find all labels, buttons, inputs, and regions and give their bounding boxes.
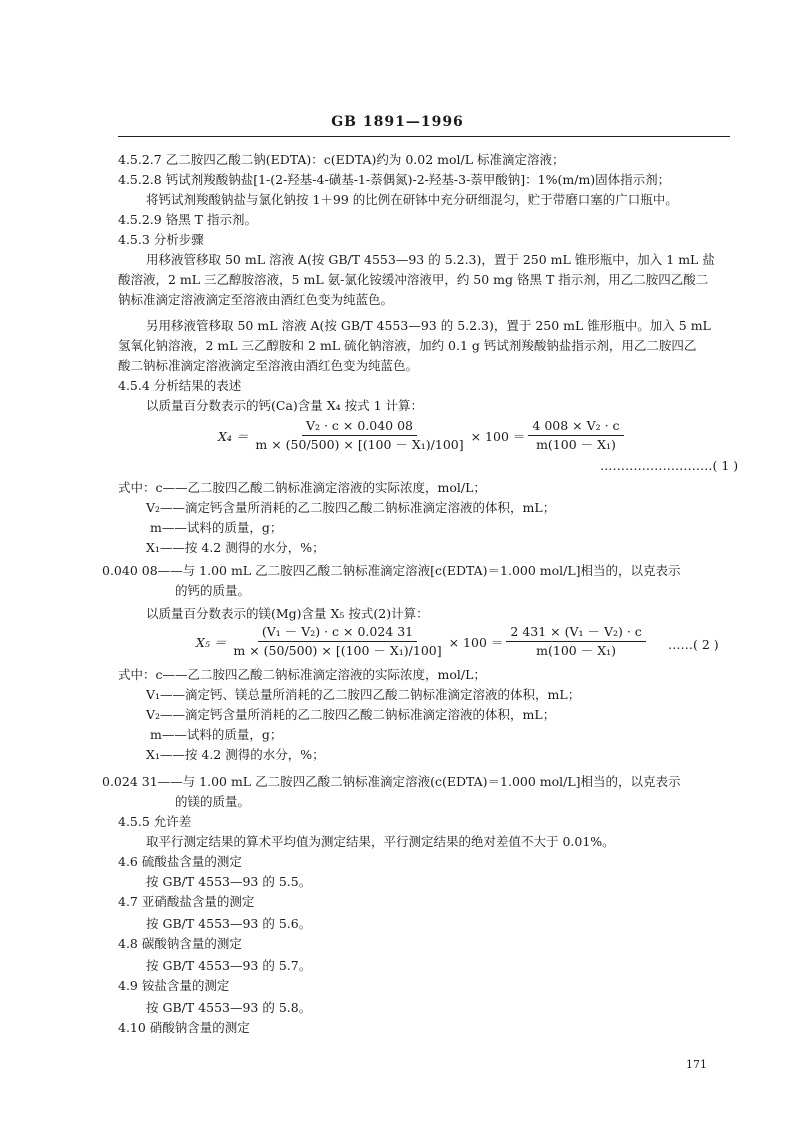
- formula-2-middle: × 100 ＝: [448, 634, 504, 650]
- where-1-v2: V₂——滴定钙含量所消耗的乙二胺四乙酸二钠标准滴定溶液的体积，mL；: [146, 500, 556, 515]
- where-1-x1: X₁——按 4.2 测得的水分，%；: [146, 540, 325, 555]
- formula-2-intro: 以质量百分数表示的镁(Mg)含量 X₅ 按式(2)计算：: [146, 606, 429, 621]
- heading-4-7: 4.7 亚硝酸盐含量的测定: [118, 894, 255, 909]
- formula-2-numerator-1: (V₁ － V₂) · c × 0.024 31: [258, 624, 417, 642]
- heading-4-9: 4.9 铵盐含量的测定: [118, 978, 230, 993]
- formula-1-lhs: X₄ ＝: [218, 428, 249, 444]
- formula-1-denominator-2: m(100 － X₁): [536, 437, 616, 452]
- clause-4-8-text: 按 GB/T 4553—93 的 5.7。: [146, 958, 312, 973]
- clause-4-5-2-7: 4.5.2.7 乙二胺四乙酸二钠(EDTA)：c(EDTA)约为 0.02 mol/L 标准滴定溶液；: [118, 152, 565, 167]
- formula-1-middle: × 100 ＝: [470, 428, 526, 444]
- where-1-m: m——试料的质量，g；: [150, 520, 283, 535]
- para-1-line-3: 钠标准滴定溶液滴定至溶液由酒红色变为纯蓝色。: [118, 292, 394, 307]
- clause-4-5-2-9: 4.5.2.9 铬黑 T 指示剂。: [118, 212, 257, 227]
- page-number: 171: [686, 1058, 707, 1071]
- formula-2-fraction-1: [229, 624, 445, 659]
- clause-4-5-2-8: 4.5.2.8 钙试剂羧酸钠盐[1-(2-羟基-4-磺基-1-萘偶氮)-2-羟基-3-萘甲酸钠]：1%(m/m)固体指示剂；: [118, 172, 671, 187]
- where-1-constant-cont: 的钙的质量。: [175, 583, 251, 598]
- clause-4-6-text: 按 GB/T 4553—93 的 5.5。: [146, 874, 312, 889]
- where-2-v2: V₂——滴定钙含量所消耗的乙二胺四乙酸二钠标准滴定溶液的体积，mL；: [146, 707, 556, 722]
- clause-4-9-text: 按 GB/T 4553—93 的 5.8。: [146, 1000, 312, 1015]
- formula-1-intro: 以质量百分数表示的钙(Ca)含量 X₄ 按式 1 计算：: [146, 398, 424, 413]
- formula-2-lhs: X₅ ＝: [196, 634, 227, 650]
- header-rule: [118, 136, 730, 137]
- where-1-constant: 0.040 08——与 1.00 mL 乙二胺四乙酸二钠标准滴定溶液[c(EDTA)＝1.000 mol/L]相当的，以克表示: [102, 563, 681, 578]
- para-2-line-3: 酸二钠标准滴定溶液滴定至溶液由酒红色变为纯蓝色。: [118, 358, 419, 373]
- where-2-constant-cont: 的镁的质量。: [175, 794, 251, 809]
- clause-4-5-2-8-text: 将钙试剂羧酸钠盐与氯化钠按 1＋99 的比例在研钵中充分研细混匀，贮于带磨口塞的广口瓶中。: [146, 192, 678, 207]
- formula-2-number: ……( 2 ): [668, 637, 719, 652]
- heading-4-5-4: 4.5.4 分析结果的表述: [118, 378, 242, 393]
- where-2-v1: V₁——滴定钙、镁总量所消耗的乙二胺四乙酸二钠标准滴定溶液的体积，mL；: [146, 687, 581, 702]
- heading-4-5-5: 4.5.5 允许差: [118, 814, 192, 829]
- formula-1-denominator-1: m × (50/500) × [(100 － X₁)/100]: [255, 437, 464, 452]
- formula-1-numerator-1: V₂ · c × 0.040 08: [302, 418, 417, 436]
- where-2-constant: 0.024 31——与 1.00 mL 乙二胺四乙酸二钠标准滴定溶液(c(EDTA)＝1.000 mol/L]相当的，以克表示: [102, 774, 681, 789]
- page-header-title: GB 1891—1996: [331, 114, 464, 130]
- formula-1: [218, 418, 627, 453]
- para-2-line-2: 氢氧化钠溶液，2 mL 三乙醇胺和 2 mL 硫化钠溶液，加约 0.1 g 钙试剂羧酸钠盐指示剂，用乙二胺四乙: [118, 338, 697, 353]
- formula-2-denominator-1: m × (50/500) × [(100 － X₁)/100]: [233, 643, 442, 658]
- heading-4-5-3: 4.5.3 分析步骤: [118, 232, 204, 247]
- formula-2-numerator-2: 2 431 × (V₁ － V₂) · c: [506, 624, 645, 642]
- formula-1-fraction-2: [528, 418, 623, 453]
- formula-2-denominator-2: m(100 － X₁): [536, 643, 616, 658]
- para-2-line-1: 另用移液管移取 50 mL 溶液 A(按 GB/T 4553—93 的 5.2.3)，置于 250 mL 锥形瓶中。加入 5 mL: [146, 318, 711, 333]
- para-1-line-1: 用移液管移取 50 mL 溶液 A(按 GB/T 4553—93 的 5.2.3)，置于 250 mL 锥形瓶中，加入 1 mL 盐: [146, 252, 715, 267]
- para-1-line-2: 酸溶液，2 mL 三乙醇胺溶液，5 mL 氨-氯化铵缓冲溶液甲，约 50 mg 铬黑 T 指示剂，用乙二胺四乙酸二: [118, 272, 709, 287]
- heading-4-10: 4.10 硝酸钠含量的测定: [118, 1020, 250, 1035]
- clause-4-7-text: 按 GB/T 4553—93 的 5.6。: [146, 916, 312, 931]
- clause-4-5-5-text: 取平行测定结果的算术平均值为测定结果，平行测定结果的绝对差值不大于 0.01%。: [146, 834, 615, 849]
- where-2-x1: X₁——按 4.2 测得的水分，%；: [146, 747, 325, 762]
- where-1-c: 式中：c——乙二胺四乙酸二钠标准滴定溶液的实际浓度，mol/L；: [118, 480, 486, 495]
- heading-4-6: 4.6 硫酸盐含量的测定: [118, 854, 242, 869]
- formula-1-numerator-2: 4 008 × V₂ · c: [528, 418, 623, 436]
- where-2-m: m——试料的质量，g；: [150, 727, 283, 742]
- formula-1-number: ………………………( 1 ): [600, 458, 739, 473]
- where-2-c: 式中：c——乙二胺四乙酸二钠标准滴定溶液的实际浓度，mol/L；: [118, 667, 486, 682]
- heading-4-8: 4.8 碳酸钠含量的测定: [118, 936, 242, 951]
- formula-2: [196, 624, 649, 659]
- formula-2-fraction-2: [506, 624, 645, 659]
- formula-1-fraction-1: [251, 418, 467, 453]
